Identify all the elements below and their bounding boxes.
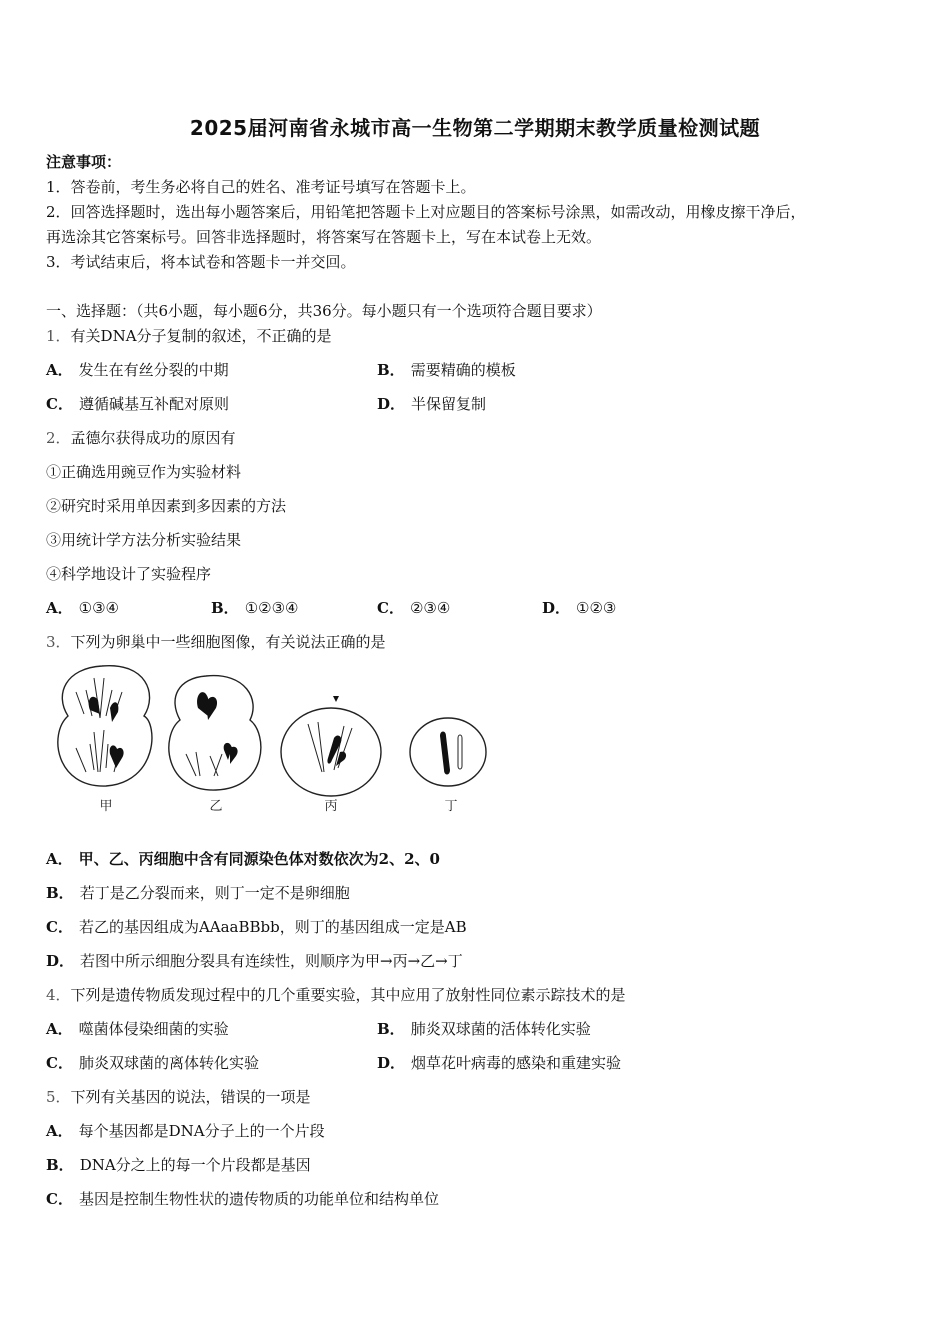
question-number: 2． (46, 429, 71, 447)
cell-ding (410, 718, 486, 786)
option-text: 肺炎双球菌的离体转化实验 (78, 1054, 259, 1072)
option-label: C． (46, 1190, 73, 1208)
option-label: B． (46, 884, 74, 902)
option-text: 烟草花叶病毒的感染和重建实验 (411, 1054, 622, 1072)
question-5-stem (46, 1087, 311, 1107)
question-number: 1． (46, 327, 71, 345)
option-text: 甲、乙、丙细胞中含有同源染色体对数依次为2、2、0 (78, 850, 440, 868)
q5-option-c[interactable] (46, 1189, 439, 1209)
question-1-stem (46, 326, 332, 346)
option-label: D． (377, 1054, 406, 1072)
option-label: C． (46, 918, 73, 936)
page-title: 2025届河南省永城市高一生物第二学期期末教学质量检测试题 (189, 116, 761, 140)
q2-option-b[interactable] (211, 598, 298, 618)
q2-option-c[interactable] (377, 598, 450, 618)
section-header: 一、选择题：（共6小题，每小题6分，共36分。每小题只有一个选项符合题目要求） (46, 302, 602, 320)
q2-option-d[interactable] (542, 598, 616, 618)
option-text: ②③④ (409, 599, 451, 617)
q4-option-a[interactable] (46, 1019, 229, 1039)
notice-item: 3．考试结束后，将本试卷和答题卡一并交回。 (46, 253, 356, 271)
q2-option-a[interactable] (46, 598, 119, 618)
option-label: C． (377, 599, 404, 617)
option-text: ①②③ (576, 599, 617, 617)
q5-option-a[interactable] (46, 1121, 325, 1141)
q2-statement: ③用统计学方法分析实验结果 (46, 531, 242, 549)
notice-item: 再选涂其它答案标号。回答非选择题时，将答案写在答题卡上，写在本试卷上无效。 (46, 228, 602, 246)
question-number: 3． (46, 633, 71, 651)
option-text: 若乙的基因组成为AAaaBBbb，则丁的基因组成一定是AB (78, 918, 467, 936)
option-text: 噬菌体侵染细菌的实验 (78, 1020, 229, 1038)
option-label: B． (377, 1020, 405, 1038)
question-2-stem (46, 428, 236, 448)
cell-diagram (46, 664, 506, 824)
option-text: 肺炎双球菌的活体转化实验 (410, 1020, 591, 1038)
option-text: 若丁是乙分裂而来，则丁一定不是卵细胞 (79, 884, 350, 902)
option-text: DNA分之上的每一个片段都是基因 (79, 1156, 311, 1174)
option-text: 遵循碱基互补配对原则 (78, 395, 229, 413)
figure-label-jia: 甲 (99, 799, 113, 814)
q3-option-a[interactable] (46, 849, 440, 869)
option-label: A． (46, 1122, 73, 1140)
q4-option-d[interactable] (377, 1053, 621, 1073)
option-label: B． (211, 599, 239, 617)
figure-label-bing: 丙 (324, 799, 338, 814)
question-3-stem (46, 632, 386, 652)
q4-option-c[interactable] (46, 1053, 259, 1073)
option-text: 基因是控制生物性状的遗传物质的功能单位和结构单位 (78, 1190, 439, 1208)
q1-option-c[interactable] (46, 394, 229, 414)
question-text: 下列为卵巢中一些细胞图像，有关说法正确的是 (70, 633, 386, 651)
q1-option-b[interactable] (377, 360, 516, 380)
question-text: 有关DNA分子复制的叙述，不正确的是 (70, 327, 332, 345)
option-label: C． (46, 1054, 73, 1072)
figure-label-yi: 乙 (209, 799, 223, 814)
q5-option-b[interactable] (46, 1155, 311, 1175)
cell-division-figure (46, 664, 506, 824)
question-number: 4． (46, 986, 71, 1004)
option-label: A． (46, 361, 73, 379)
option-label: A． (46, 599, 73, 617)
figure-label-ding: 丁 (444, 799, 458, 814)
option-text: ①②③④ (244, 599, 299, 617)
notice-item: 2．回答选择题时，选出每小题答案后，用铅笔把答题卡上对应题目的答案标号涂黑，如需改动，用橡皮擦干净后， (46, 203, 806, 221)
q4-option-b[interactable] (377, 1019, 591, 1039)
q2-statement: ①正确选用豌豆作为实验材料 (46, 463, 242, 481)
option-label: B． (377, 361, 405, 379)
option-label: D． (377, 395, 406, 413)
q3-option-b[interactable] (46, 883, 350, 903)
option-label: A． (46, 850, 73, 868)
option-label: B． (46, 1156, 74, 1174)
notice-heading: 注意事项： (46, 153, 122, 171)
question-4-stem (46, 985, 626, 1005)
option-text: 若图中所示细胞分裂具有连续性，则顺序为甲→丙→乙→丁 (80, 952, 463, 970)
option-text: 每个基因都是DNA分子上的一个片段 (78, 1122, 325, 1140)
question-text: 孟德尔获得成功的原因有 (70, 429, 236, 447)
question-text: 下列是遗传物质发现过程中的几个重要实验，其中应用了放射性同位素示踪技术的是 (70, 986, 626, 1004)
option-label: C． (46, 395, 73, 413)
question-number: 5． (46, 1088, 71, 1106)
option-text: 半保留复制 (411, 395, 487, 413)
option-label: D． (46, 952, 75, 970)
notice-item: 1．答卷前，考生务必将自己的姓名、准考证号填写在答题卡上。 (46, 178, 476, 196)
option-label: D． (542, 599, 571, 617)
q1-option-a[interactable] (46, 360, 229, 380)
cell-jia (58, 666, 152, 786)
q2-statement: ②研究时采用单因素到多因素的方法 (46, 497, 287, 515)
q3-option-d[interactable] (46, 951, 463, 971)
option-text: ①③④ (78, 599, 119, 617)
question-text: 下列有关基因的说法，错误的一项是 (70, 1088, 311, 1106)
option-text: 发生在有丝分裂的中期 (78, 361, 229, 379)
q3-option-c[interactable] (46, 917, 467, 937)
q1-option-d[interactable] (377, 394, 486, 414)
q2-statement: ④科学地设计了实验程序 (46, 565, 212, 583)
option-label: A． (46, 1020, 73, 1038)
option-text: 需要精确的模板 (410, 361, 516, 379)
